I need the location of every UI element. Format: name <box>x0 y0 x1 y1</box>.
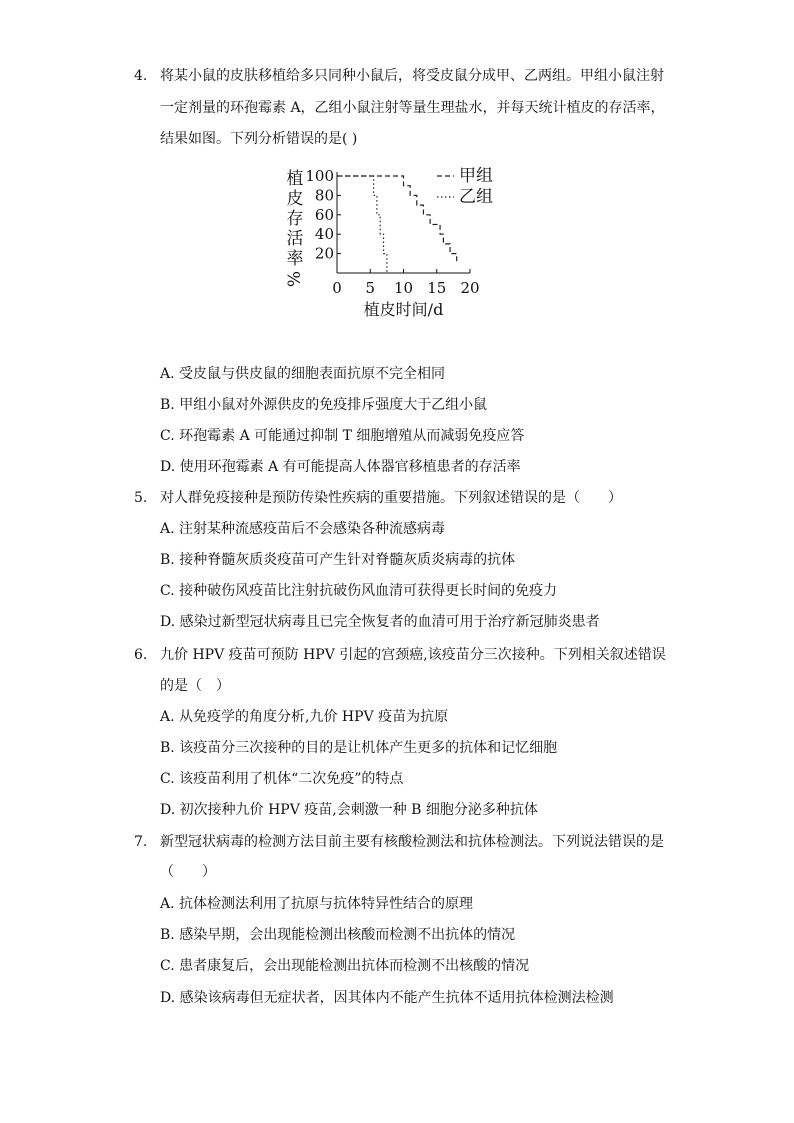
legend-label: 甲组 <box>459 166 493 186</box>
question-6-line-2: 的是（ ） <box>160 678 230 694</box>
x-tick-label: 0 <box>332 279 342 297</box>
y-axis-label-char: 率 <box>286 249 304 269</box>
question-7-option-a[interactable]: A. 抗体检测法利用了抗原与抗体特异性结合的原理 <box>160 896 474 912</box>
question-7-option-c[interactable]: C. 患者康复后，会出现能检测出抗体而检测不出核酸的情况 <box>160 958 530 974</box>
question-4-number: 4. <box>134 68 148 84</box>
question-5-number: 5. <box>134 490 148 506</box>
question-6-option-d[interactable]: D. 初次接种九价 HPV 疫苗,会刺激一种 B 细胞分泌多种抗体 <box>160 802 538 818</box>
y-axis-label-char: 存 <box>286 209 304 229</box>
question-4-option-b[interactable]: B. 甲组小鼠对外源供皮的免疫排斥强度大于乙组小鼠 <box>160 397 488 413</box>
survival-chart <box>280 162 520 322</box>
question-7-option-d[interactable]: D. 感染该病毒但无症状者，因其体内不能产生抗体不适用抗体检测法检测 <box>160 990 614 1006</box>
question-5-option-c[interactable]: C. 接种破伤风疫苗比注射抗破伤风血清可获得更长时间的免疫力 <box>160 583 558 599</box>
question-5-option-d[interactable]: D. 感染过新型冠状病毒且已完全恢复者的血清可用于治疗新冠肺炎患者 <box>160 614 600 630</box>
question-4-option-d[interactable]: D. 使用环孢霉素 A 有可能提高人体器官移植患者的存活率 <box>160 459 521 475</box>
question-6-option-a[interactable]: A. 从免疫学的角度分析,九价 HPV 疫苗为抗原 <box>160 709 449 725</box>
question-7-number: 7. <box>134 834 148 850</box>
question-6-option-b[interactable]: B. 该疫苗分三次接种的目的是让机体产生更多的抗体和记忆细胞 <box>160 740 558 756</box>
x-tick-label: 20 <box>460 279 480 297</box>
y-tick-label: 20 <box>314 244 334 263</box>
question-6-option-c[interactable]: C. 该疫苗利用了机体“二次免疫”的特点 <box>160 771 404 787</box>
y-tick-label: 100 <box>305 167 334 185</box>
question-4-line-1: 将某小鼠的皮肤移植给多只同种小鼠后，将受皮鼠分成甲、乙两组。甲组小鼠注射 <box>160 68 664 84</box>
y-axis-label-char: 活 <box>286 229 304 249</box>
y-axis-label-char: 植 <box>286 169 304 189</box>
y-tick-label: 60 <box>314 205 334 224</box>
y-axis-label-char: 皮 <box>286 189 304 209</box>
question-5-option-b[interactable]: B. 接种脊髓灰质炎疫苗可产生针对脊髓灰质炎病毒的抗体 <box>160 552 516 568</box>
question-5-option-a[interactable]: A. 注射某种流感疫苗后不会感染各种流感病毒 <box>160 521 446 537</box>
question-4-option-a[interactable]: A. 受皮鼠与供皮鼠的细胞表面抗原不完全相同 <box>160 366 446 382</box>
x-axis-label: 植皮时间/d <box>363 300 444 319</box>
question-7-option-b[interactable]: B. 感染早期，会出现能检测出核酸而检测不出抗体的情况 <box>160 927 516 943</box>
question-4-line-2: 一定剂量的环孢霉素 A，乙组小鼠注射等量生理盐水，并每天统计植皮的存活率， <box>160 100 665 116</box>
question-7-line-1: 新型冠状病毒的检测方法目前主要有核酸检测法和抗体检测法。下列说法错误的是 <box>160 834 664 850</box>
x-tick-label: 15 <box>427 279 447 297</box>
x-tick-label: 5 <box>365 279 376 297</box>
question-5-line-1: 对人群免疫接种是预防传染性疾病的重要措施。下列叙述错误的是（ ） <box>160 490 622 506</box>
y-axis-label-char: % <box>285 270 305 288</box>
y-tick-label: 40 <box>314 225 334 244</box>
legend-label: 乙组 <box>459 187 493 207</box>
series-line-yi <box>337 176 387 273</box>
series-line-jia <box>337 176 457 263</box>
y-tick-label: 80 <box>314 186 334 205</box>
question-6-number: 6. <box>134 647 148 663</box>
question-4-line-3: 结果如图。下列分析错误的是( ) <box>160 131 358 147</box>
x-tick-label: 10 <box>393 279 414 297</box>
question-7-line-2: （ ） <box>160 864 216 880</box>
question-6-line-1: 九价 HPV 疫苗可预防 HPV 引起的宫颈癌,该疫苗分三次接种。下列相关叙述错误 <box>160 647 666 663</box>
question-4-option-c[interactable]: C. 环孢霉素 A 可能通过抑制 T 细胞增殖从而减弱免疫应答 <box>160 428 525 444</box>
